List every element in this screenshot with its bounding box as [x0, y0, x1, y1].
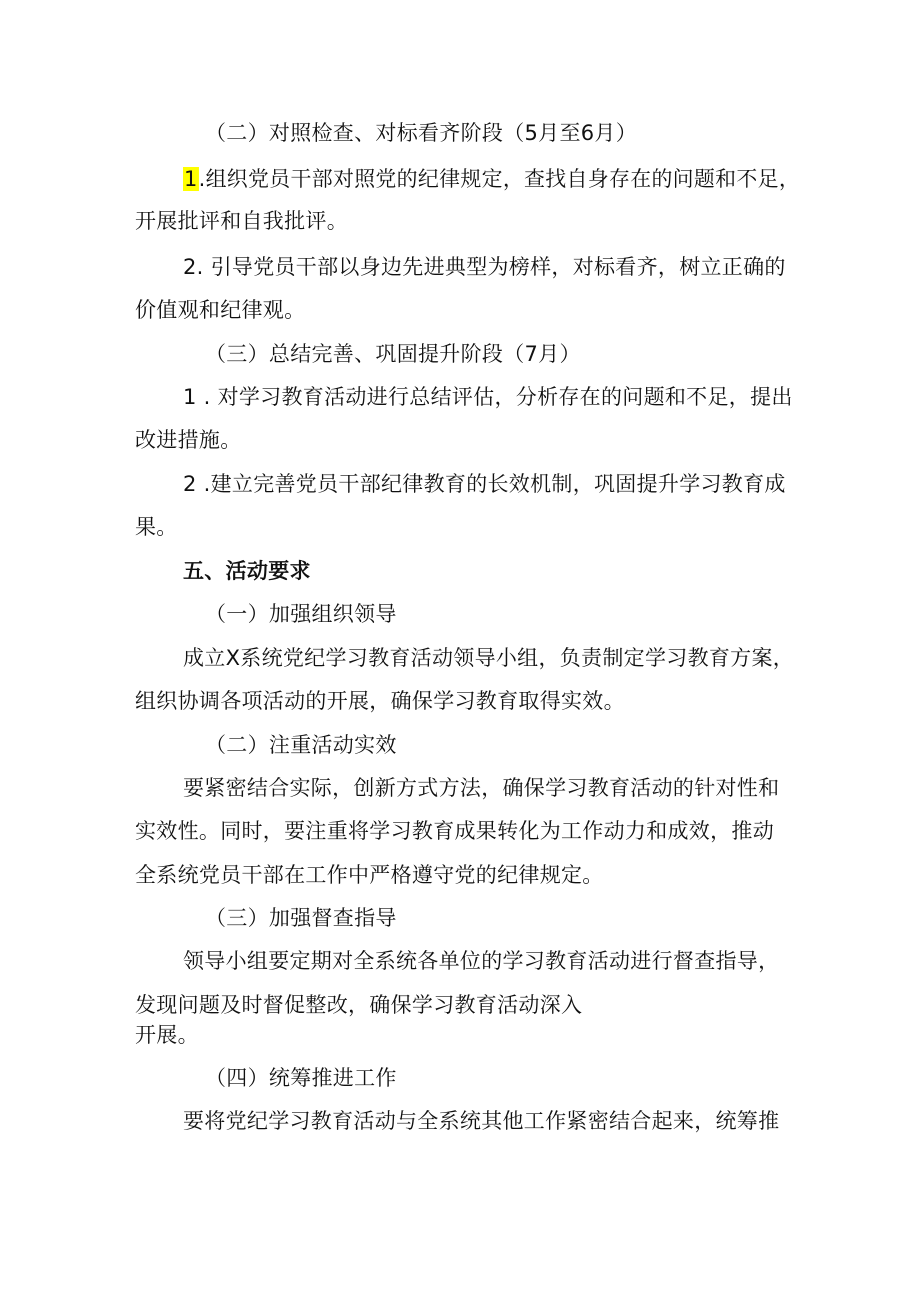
- paragraph-line: 成立X系统党纪学习教育活动领导小组，负责制定学习教育方案，: [183, 646, 795, 670]
- list-item-text: .组织党员干部对照党的纪律规定，查找自身存在的问题和不足，: [198, 167, 801, 191]
- paragraph-line: 要紧密结合实际，创新方式方法，确保学习教育活动的针对性和: [183, 776, 780, 800]
- paragraph-line: 果。: [135, 515, 178, 539]
- paragraph-line: 发现问题及时督促整改，确保学习教育活动深入: [135, 993, 583, 1017]
- paragraph-line: 全系统党员干部在工作中严格遵守党的纪律规定。: [135, 863, 604, 887]
- list-item-2-1: [183, 164, 800, 194]
- paragraph-line: 领导小组要定期对全系统各单位的学习教育活动进行督查指导，: [183, 949, 780, 973]
- paragraph-line: 组织协调各项活动的开展，确保学习教育取得实效。: [135, 689, 625, 713]
- list-item-3-1: 1 . 对学习教育活动进行总结评估，分析存在的问题和不足，提出: [183, 385, 793, 409]
- paragraph-line: 开展。: [135, 1023, 199, 1047]
- paragraph-line: 要将党纪学习教育活动与全系统其他工作紧密结合起来，统筹推: [183, 1109, 780, 1133]
- paragraph-line: 实效性。同时，要注重将学习教育成果转化为工作动力和成效，推动: [135, 819, 774, 843]
- section-heading-phase-3: （三）总结完善、巩固提升阶段（7月）: [205, 342, 581, 366]
- list-item-3-2: 2 .建立完善党员干部纪律教育的长效机制，巩固提升学习教育成: [183, 472, 786, 496]
- subsection-heading-1: （一）加强组织领导: [205, 602, 397, 626]
- paragraph-line: 价值观和纪律观。: [135, 298, 306, 322]
- section-heading-phase-2: （二）对照检查、对标看齐阶段（5月至6月）: [205, 121, 638, 145]
- subsection-heading-3: （三）加强督查指导: [205, 906, 397, 930]
- highlighted-number: 1: [183, 167, 198, 191]
- paragraph-line: 开展批评和自我批评。: [135, 209, 348, 233]
- paragraph-line: 改进措施。: [135, 428, 242, 452]
- chapter-heading-requirements: 五、活动要求: [183, 559, 311, 583]
- subsection-heading-2: （二）注重活动实效: [205, 733, 397, 757]
- subsection-heading-4: （四）统筹推进工作: [205, 1066, 397, 1090]
- list-item-2-2: 2. 引导党员干部以身边先进典型为榜样，对标看齐，树立正确的: [183, 255, 786, 279]
